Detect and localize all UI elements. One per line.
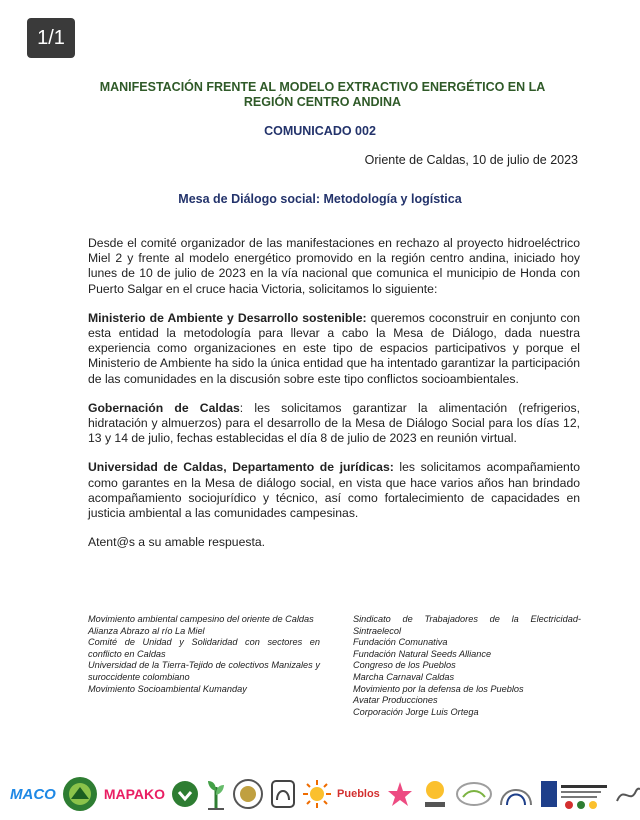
mapako-logo: MAPAKO bbox=[103, 786, 166, 802]
request-text: queremos coconstruir en conjunto con esta entidad la metodología para llevar a cabo la Mesa de Diálogo, dada nuestra experiencia como organizaciones en este tipo de espacios participativos y porque el Ministerio de Ambiente ha sido la única entidad que ha intentado garantizar la participación de las comunidades en la discusión sobre este tipo conflictos socioambientales. bbox=[88, 310, 581, 386]
request-gobernacion bbox=[88, 401, 580, 447]
signatory: Comité de Unidad y Solidaridad con sectores en conflicto en Caldas bbox=[88, 637, 320, 659]
star-logo bbox=[385, 776, 415, 812]
request-ministerio bbox=[88, 311, 580, 387]
logo-strip bbox=[10, 770, 634, 818]
intro-paragraph: Desde el comité organizador de las manifestaciones en rechazo al proyecto hidroeléctrico Miel 2 y frente al modelo energético promovido en la región centro andina, iniciado hoy lunes de 10 de julio de 2023 en la vía nacional que comunica el municipio de Honda con Puerto Salgar en el cruce hacia Victoria, solicitamos lo siguiente: bbox=[88, 236, 580, 296]
sun-logo bbox=[302, 776, 332, 812]
signatory: Universidad de la Tierra-Tejido de colectivos Manizales y suroccidente colombiano bbox=[88, 660, 320, 682]
signatories-left bbox=[88, 614, 320, 695]
emblem-logo bbox=[269, 776, 297, 812]
arch-logo bbox=[498, 776, 534, 812]
signatories-right bbox=[353, 614, 581, 718]
maco-logo: MACO bbox=[10, 785, 56, 803]
request-entity: Gobernación de Caldas bbox=[88, 400, 240, 415]
subject-heading: Mesa de Diálogo social: Metodología y logística bbox=[178, 192, 462, 206]
comite-unidad-logo bbox=[539, 776, 609, 812]
arrow-circle-logo bbox=[170, 776, 200, 812]
green-circle-logo bbox=[61, 776, 99, 812]
comunicado-number: COMUNICADO 002 bbox=[264, 124, 376, 138]
signature-logo bbox=[614, 776, 640, 812]
signatory: Corporación Jorge Luis Ortega bbox=[353, 706, 479, 717]
signatory: Fundación Comunativa bbox=[353, 637, 448, 648]
pueblos-logo: Pueblos bbox=[337, 788, 380, 800]
signatory: Fundación Natural Seeds Alliance bbox=[353, 648, 492, 659]
request-entity: Ministerio de Ambiente y Desarrollo sostenible: bbox=[88, 310, 367, 325]
letter-body bbox=[88, 236, 580, 564]
seal-logo bbox=[232, 776, 264, 812]
signatory: Movimiento por la defensa de los Pueblos bbox=[353, 683, 524, 694]
avatar-logo bbox=[420, 776, 450, 812]
closing-line: Atent@s a su amable respuesta. bbox=[88, 535, 265, 550]
signatory: Alianza Abrazo al río La Miel bbox=[88, 625, 205, 636]
signatory: Congreso de los Pueblos bbox=[353, 660, 456, 671]
signatory: Sindicato de Trabajadores de la Electricidad-Sintraelecol bbox=[353, 614, 581, 636]
request-text: : les solicitamos garantizar la alimentación (refrigerios, hidratación y almuerzos) para el desarrollo de la Mesa de Diálogo Social para los días 12, 13 y 14 de julio, fechas establecidas el día 8 de julio de 2023 en reunión virtual. bbox=[88, 400, 580, 446]
ring-logo bbox=[455, 776, 493, 812]
document-title: MANIFESTACIÓN FRENTE AL MODELO EXTRACTIVO ENERGÉTICO EN LA REGIÓN CENTRO ANDINA bbox=[99, 80, 546, 109]
signatory: Movimiento ambiental campesino del oriente de Caldas bbox=[88, 614, 314, 624]
plant-logo bbox=[205, 776, 227, 812]
place-date: Oriente de Caldas, 10 de julio de 2023 bbox=[364, 153, 578, 167]
request-entity: Universidad de Caldas, Departamento de jurídicas: bbox=[88, 460, 394, 475]
signatory: Avatar Producciones bbox=[353, 695, 438, 706]
signatory: Marcha Carnaval Caldas bbox=[353, 671, 455, 682]
request-text: les solicitamos acompañamiento como garantes en la Mesa de diálogo social, en vista que hace varios años han brindado acompañamiento sociojurídico y técnico, así como fortalecimiento de capacidades en justicia ambiental a las comunidades campesinas. bbox=[88, 460, 580, 521]
signatory: Movimiento Socioambiental Kumanday bbox=[88, 683, 247, 694]
request-universidad bbox=[88, 460, 580, 521]
page-counter: 1/1 bbox=[27, 18, 75, 58]
